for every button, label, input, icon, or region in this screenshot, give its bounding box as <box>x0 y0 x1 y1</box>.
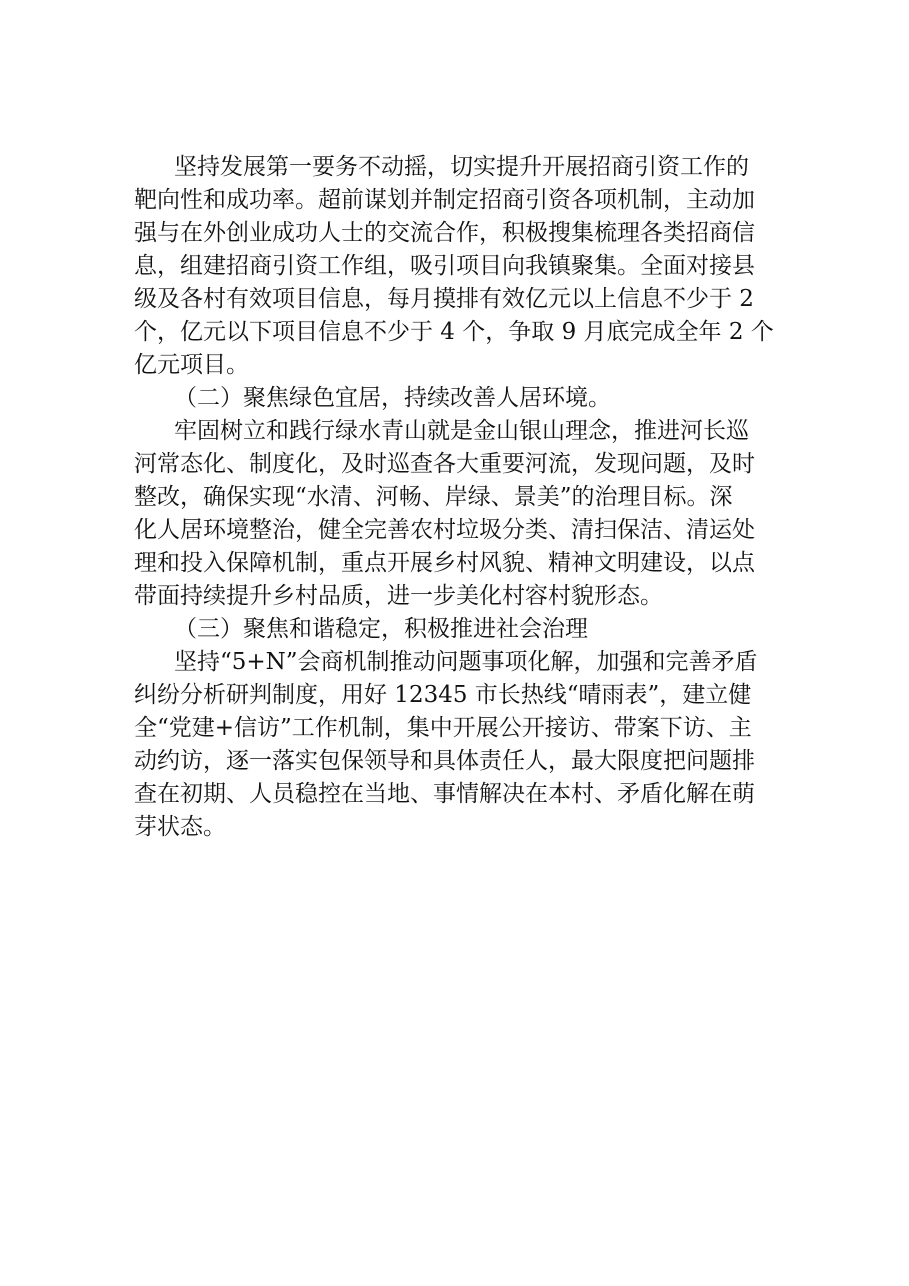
text-line: 亿元项目。 <box>134 352 249 378</box>
text-line: 带面持续提升乡村品质，进一步美化村容村貌形态。 <box>134 583 663 609</box>
text-line: 整改，确保实现“水清、河畅、岸绿、景美”的治理目标。深 <box>134 484 733 510</box>
text-line: 息，组建招商引资工作组，吸引项目向我镇聚集。全面对接县 <box>134 253 755 279</box>
section-heading: （二）聚焦绿色宜居，持续改善人居环境。 <box>174 385 611 411</box>
text-line: 芽状态。 <box>134 814 226 840</box>
text-line: 理和投入保障机制，重点开展乡村风貌、精神文明建设，以点 <box>134 550 755 576</box>
text-line: 查在初期、人员稳控在当地、事情解决在本村、矛盾化解在萌 <box>134 781 755 807</box>
text-line: 动约访，逐一落实包保领导和具体责任人，最大限度把问题排 <box>134 748 755 774</box>
text-line: 坚持“5+N”会商机制推动问题事项化解，加强和完善矛盾 <box>174 649 758 675</box>
text-line: 化人居环境整治，健全完善农村垃圾分类、清扫保洁、清运处 <box>134 517 755 543</box>
text-line: 靶向性和成功率。超前谋划并制定招商引资各项机制，主动加 <box>134 187 755 213</box>
text-line: 个，亿元以下项目信息不少于 4 个，争取 9 月底完成全年 2 个 <box>134 319 774 345</box>
text-line: 坚持发展第一要务不动摇，切实提升开展招商引资工作的 <box>174 154 749 180</box>
section-heading: （三）聚焦和谐稳定，积极推进社会治理 <box>174 616 588 642</box>
text-line: 河常态化、制度化，及时巡查各大重要河流，发现问题，及时 <box>134 451 755 477</box>
text-line: 强与在外创业成功人士的交流合作，积极搜集梳理各类招商信 <box>134 220 755 246</box>
text-line: 纠纷分析研判制度，用好 12345 市长热线“晴雨表”，建立健 <box>134 682 752 708</box>
text-line: 级及各村有效项目信息，每月摸排有效亿元以上信息不少于 2 <box>134 286 754 312</box>
text-line: 牢固树立和践行绿水青山就是金山银山理念，推进河长巡 <box>174 418 749 444</box>
text-line: 全“党建+信访”工作机制，集中开展公开接访、带案下访、主 <box>134 715 752 741</box>
